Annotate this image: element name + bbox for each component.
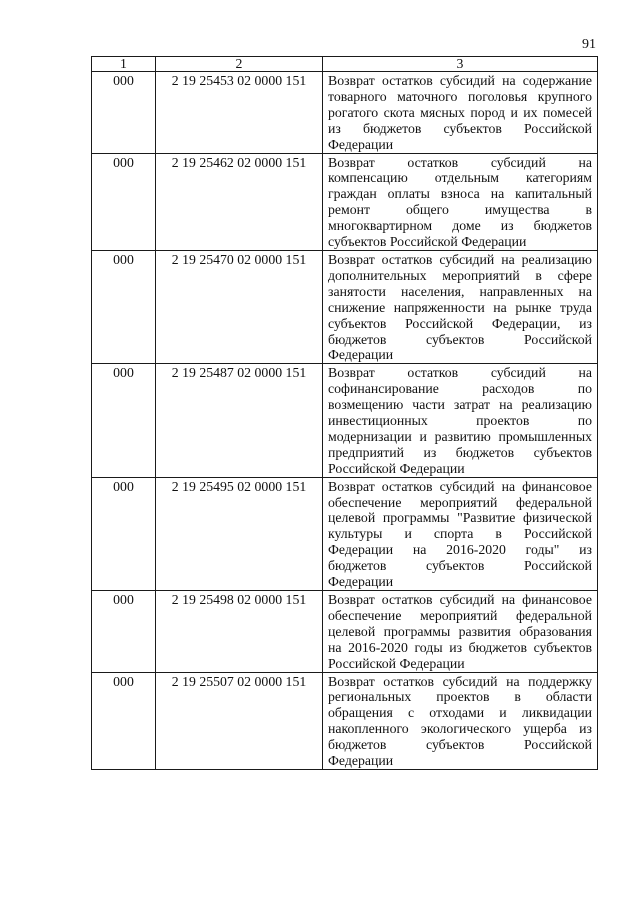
description-line: снижение напряженности на рынке труда — [328, 299, 592, 315]
description-line: Федерации на 2016-2020 годы" из — [328, 542, 592, 558]
description-line: обеспечение мероприятий федеральной — [328, 607, 592, 623]
description-line: возмещению части затрат на реализацию — [328, 397, 592, 413]
budget-code-cell: 2 19 25470 02 0000 151 — [156, 250, 323, 363]
description-line: Федерации — [328, 136, 394, 152]
description-line: целевой программы развития образования — [328, 623, 592, 639]
description-cell — [323, 591, 598, 673]
table-row — [92, 477, 598, 590]
description-line: Российской Федерации — [328, 460, 465, 476]
description-line: бюджетов субъектов Российской — [328, 737, 592, 753]
budget-code-cell: 2 19 25495 02 0000 151 — [156, 477, 323, 590]
header-row — [92, 57, 598, 72]
admin-code-cell: 000 — [92, 250, 156, 363]
budget-code-cell: 2 19 25498 02 0000 151 — [156, 591, 323, 673]
budget-codes-table — [91, 56, 598, 770]
description-line: Возврат остатков субсидий на финансовое — [328, 592, 592, 607]
table-row — [92, 153, 598, 250]
table-header — [92, 57, 598, 72]
page-number: 91 — [582, 37, 596, 52]
description-cell — [323, 364, 598, 477]
description-line: Возврат остатков субсидий на поддержку — [328, 673, 592, 689]
description-line: товарного маточного поголовья крупного — [328, 88, 592, 104]
description-line: рогатого скота мясных пород и их помесей — [328, 104, 592, 120]
description-line: целевой программы "Развитие физической — [328, 510, 592, 526]
table-row — [92, 364, 598, 477]
description-line: предприятий из бюджетов субъектов — [328, 444, 592, 460]
description-line: субъектов Российской Федерации — [328, 234, 527, 250]
description-line: Российской Федерации — [328, 655, 465, 671]
budget-code-cell: 2 19 25462 02 0000 151 — [156, 153, 323, 250]
description-cell — [323, 672, 598, 769]
admin-code-cell: 000 — [92, 477, 156, 590]
admin-code-cell: 000 — [92, 153, 156, 250]
description-line: инвестиционных проектов по — [328, 413, 592, 429]
description-cell — [323, 153, 598, 250]
column-header-1: 1 — [92, 57, 156, 72]
description-cell — [323, 72, 598, 154]
table-row — [92, 250, 598, 363]
admin-code-cell: 000 — [92, 72, 156, 154]
description-line: региональных проектов в области — [328, 689, 592, 705]
table-row — [92, 72, 598, 154]
description-line: компенсацию отдельным категориям — [328, 170, 592, 186]
admin-code-cell: 000 — [92, 364, 156, 477]
description-cell — [323, 477, 598, 590]
description-line: ремонт общего имущества в — [328, 202, 592, 218]
admin-code-cell: 000 — [92, 672, 156, 769]
description-line: занятости населения, направленных на — [328, 283, 592, 299]
description-line: обращения с отходами и ликвидации — [328, 705, 592, 721]
description-line: Федерации — [328, 574, 394, 590]
description-line: Федерации — [328, 347, 394, 363]
budget-code-cell: 2 19 25507 02 0000 151 — [156, 672, 323, 769]
table-row — [92, 591, 598, 673]
description-line: обеспечение мероприятий федеральной — [328, 494, 592, 510]
description-line: многоквартирном доме из бюджетов — [328, 218, 592, 234]
table-body — [92, 72, 598, 770]
description-line: модернизации и развитию промышленных — [328, 428, 592, 444]
table-row — [92, 672, 598, 769]
description-line: Возврат остатков субсидий на содержание — [328, 73, 592, 88]
description-line: Возврат остатков субсидий на финансовое — [328, 478, 592, 494]
column-header-3: 3 — [323, 57, 598, 72]
description-line: из бюджетов субъектов Российской — [328, 120, 592, 136]
description-line: софинансирование расходов по — [328, 381, 592, 397]
description-line: Возврат остатков субсидий на — [328, 154, 592, 170]
description-line: бюджетов субъектов Российской — [328, 331, 592, 347]
description-line: бюджетов субъектов Российской — [328, 558, 592, 574]
budget-code-cell: 2 19 25487 02 0000 151 — [156, 364, 323, 477]
description-line: Федерации — [328, 753, 394, 769]
description-line: Возврат остатков субсидий на реализацию — [328, 251, 592, 267]
description-line: Возврат остатков субсидий на — [328, 365, 592, 381]
budget-code-cell: 2 19 25453 02 0000 151 — [156, 72, 323, 154]
description-line: накопленного экологического ущерба из — [328, 721, 592, 737]
description-line: на 2016-2020 годы из бюджетов субъектов — [328, 639, 592, 655]
description-line: субъектов Российской Федерации, из — [328, 315, 592, 331]
description-cell — [323, 250, 598, 363]
description-line: культуры и спорта в Российской — [328, 526, 592, 542]
column-header-2: 2 — [156, 57, 323, 72]
description-line: граждан оплаты взноса на капитальный — [328, 186, 592, 202]
admin-code-cell: 000 — [92, 591, 156, 673]
description-line: дополнительных мероприятий в сфере — [328, 267, 592, 283]
